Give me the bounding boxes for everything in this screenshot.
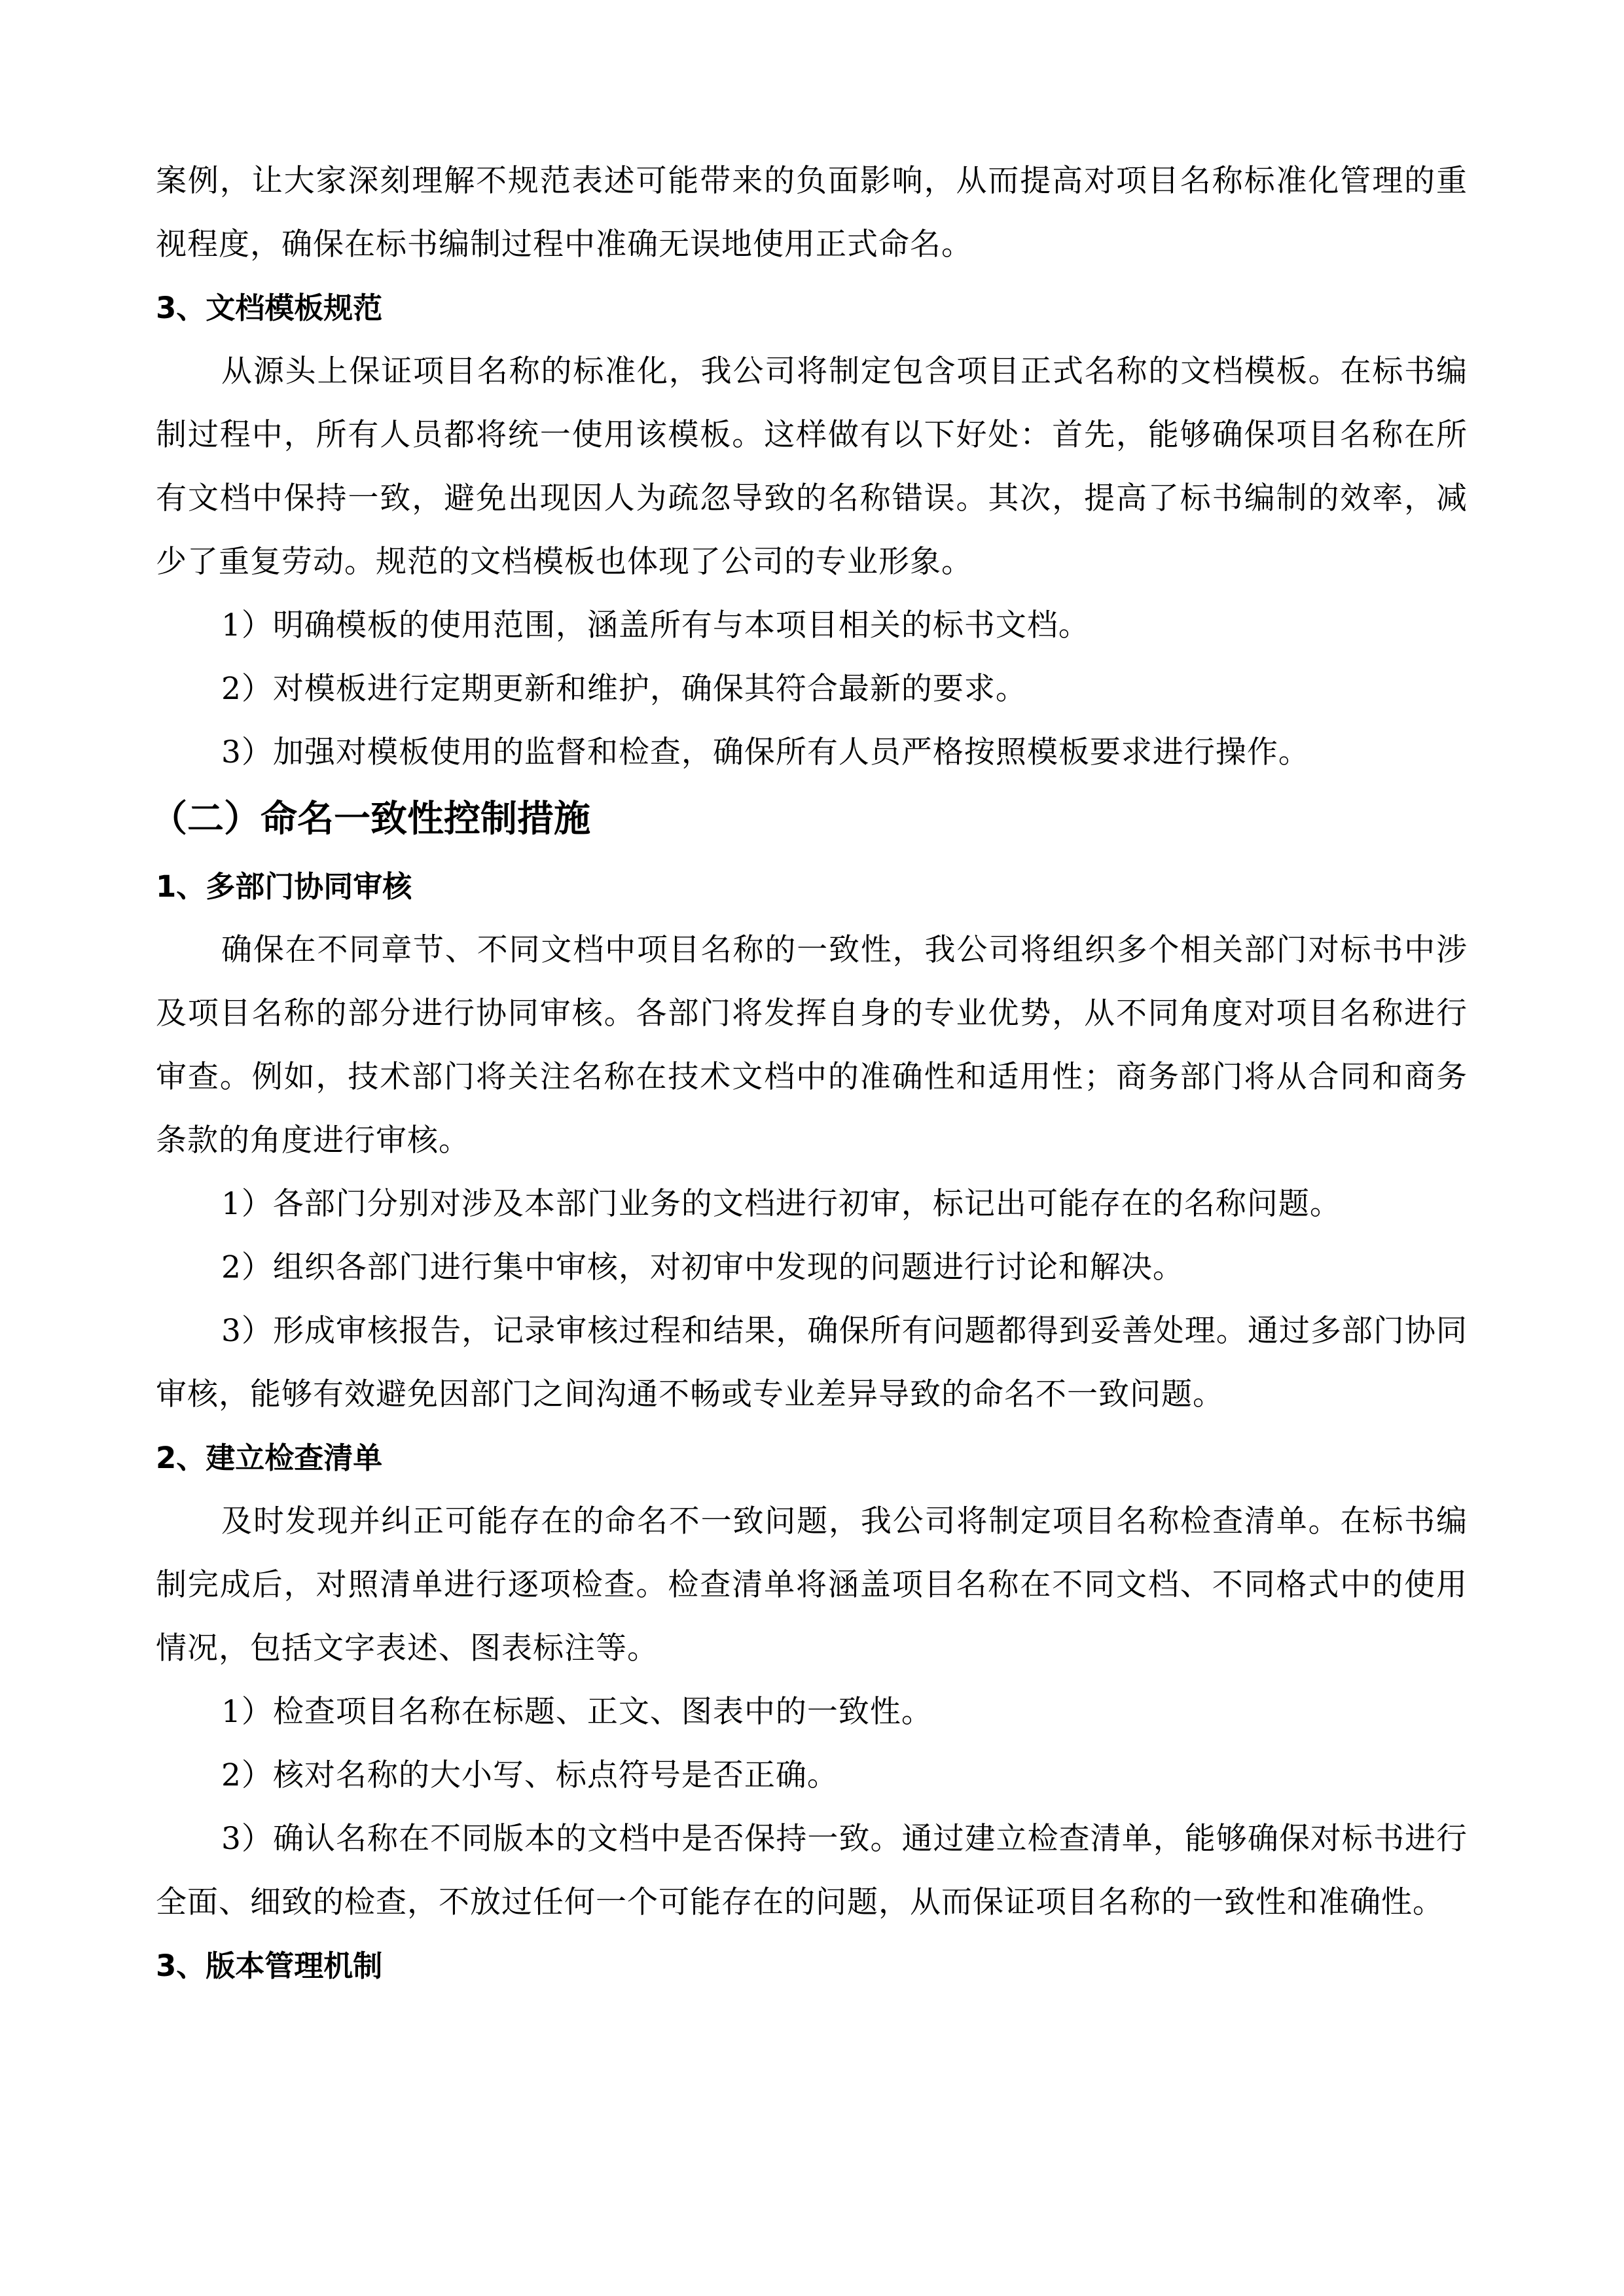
list-item-review-1: 1）各部门分别对涉及本部门业务的文档进行初审，标记出可能存在的名称问题。 bbox=[221, 1186, 1341, 1222]
list-item-review-3: 3）形成审核报告，记录审核过程和结果，确保所有问题都得到妥善处理。通过多部门协同审核，能够有效避免因部门之间沟通不畅或专业差异导致的命名不一致问题。 bbox=[156, 1313, 1468, 1412]
heading-multi-department-review: 1、多部门协同审核 bbox=[156, 869, 412, 904]
document-page bbox=[151, 149, 1468, 1998]
paragraph-template-intro: 从源头上保证项目名称的标准化，我公司将制定包含项目正式名称的文档模板。在标书编制过程中，所有人员都将统一使用该模板。这样做有以下好处：首先，能够确保项目名称在所有文档中保持一致，避免出现因人为疏忽导致的名称错误。其次，提高了标书编制的效率，减少了重复劳动。规范的文档模板也体现了公司的专业形象。 bbox=[156, 353, 1468, 580]
heading-document-template-spec: 3、文档模板规范 bbox=[156, 291, 383, 325]
list-item-template-1: 1）明确模板的使用范围，涵盖所有与本项目相关的标书文档。 bbox=[221, 607, 1090, 643]
paragraph-case-study-continuation: 案例，让大家深刻理解不规范表述可能带来的负面影响，从而提高对项目名称标准化管理的重视程度，确保在标书编制过程中准确无误地使用正式命名。 bbox=[156, 163, 1468, 262]
paragraph-review-intro: 确保在不同章节、不同文档中项目名称的一致性，我公司将组织多个相关部门对标书中涉及项目名称的部分进行协同审核。各部门将发挥自身的专业优势，从不同角度对项目名称进行审查。例如，技术部门将关注名称在技术文档中的准确性和适用性；商务部门将从合同和商务条款的角度进行审核。 bbox=[156, 932, 1468, 1158]
paragraph-checklist-intro: 及时发现并纠正可能存在的命名不一致问题，我公司将制定项目名称检查清单。在标书编制完成后，对照清单进行逐项检查。检查清单将涵盖项目名称在不同文档、不同格式中的使用情况，包括文字表述、图表标注等。 bbox=[156, 1503, 1468, 1666]
list-item-checklist-2: 2）核对名称的大小写、标点符号是否正确。 bbox=[221, 1757, 839, 1793]
list-item-template-3: 3）加强对模板使用的监督和检查，确保所有人员严格按照模板要求进行操作。 bbox=[221, 734, 1310, 770]
section-heading-naming-consistency: （二）命名一致性控制措施 bbox=[151, 798, 590, 840]
heading-checklist: 2、建立检查清单 bbox=[156, 1441, 383, 1475]
list-item-checklist-3: 3）确认名称在不同版本的文档中是否保持一致。通过建立检查清单，能够确保对标书进行全面、细致的检查，不放过任何一个可能存在的问题，从而保证项目名称的一致性和准确性。 bbox=[156, 1821, 1468, 1920]
list-item-template-2: 2）对模板进行定期更新和维护，确保其符合最新的要求。 bbox=[221, 671, 1027, 707]
heading-version-management: 3、版本管理机制 bbox=[156, 1948, 383, 1983]
list-item-review-2: 2）组织各部门进行集中审核，对初审中发现的问题进行讨论和解决。 bbox=[221, 1249, 1184, 1285]
list-item-checklist-1: 1）检查项目名称在标题、正文、图表中的一致性。 bbox=[221, 1694, 933, 1730]
